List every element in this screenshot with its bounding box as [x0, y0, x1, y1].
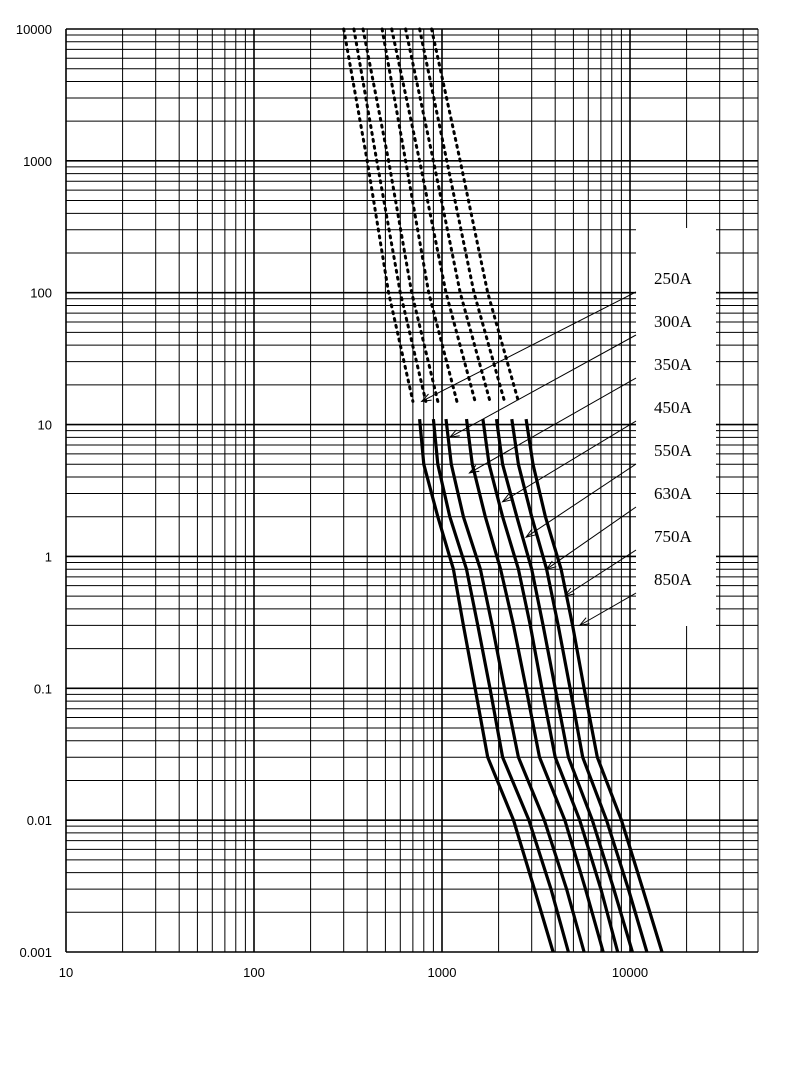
- x-tick-label: 1000: [427, 965, 457, 980]
- y-tick-label: 0.01: [26, 813, 52, 829]
- series-350A-line: [446, 419, 584, 952]
- legend-arrow-350A: [469, 378, 636, 473]
- legend-label-450A: 450A: [654, 398, 692, 417]
- curves: [344, 29, 662, 952]
- y-tick-label: 100: [30, 285, 52, 301]
- tick-labels: [16, 22, 648, 980]
- y-tick-label: 10000: [15, 22, 52, 37]
- x-tick-label: 10: [58, 965, 74, 980]
- y-tick-label: 0.001: [19, 945, 52, 960]
- legend-label-300A: 300A: [654, 312, 692, 331]
- y-tick-label: 1: [44, 549, 52, 565]
- legend-label-630A: 630A: [654, 484, 692, 503]
- y-tick-label: 0.1: [33, 681, 52, 697]
- series-250A-line: [420, 419, 553, 952]
- legend-label-350A: 350A: [654, 355, 692, 374]
- legend-label-250A: 250A: [654, 269, 692, 288]
- legend-arrow-300A: [450, 335, 636, 437]
- y-tick-label: 1000: [23, 153, 52, 169]
- x-tick-label: 10000: [611, 965, 649, 980]
- legend-arrow-450A: [503, 421, 636, 502]
- legend-label-750A: 750A: [654, 527, 692, 546]
- series-300A-line: [433, 419, 568, 952]
- y-tick-label: 10: [37, 417, 52, 433]
- legend-label-850A: 850A: [654, 570, 692, 589]
- x-tick-label: 100: [243, 965, 265, 980]
- legend-label-550A: 550A: [654, 441, 692, 460]
